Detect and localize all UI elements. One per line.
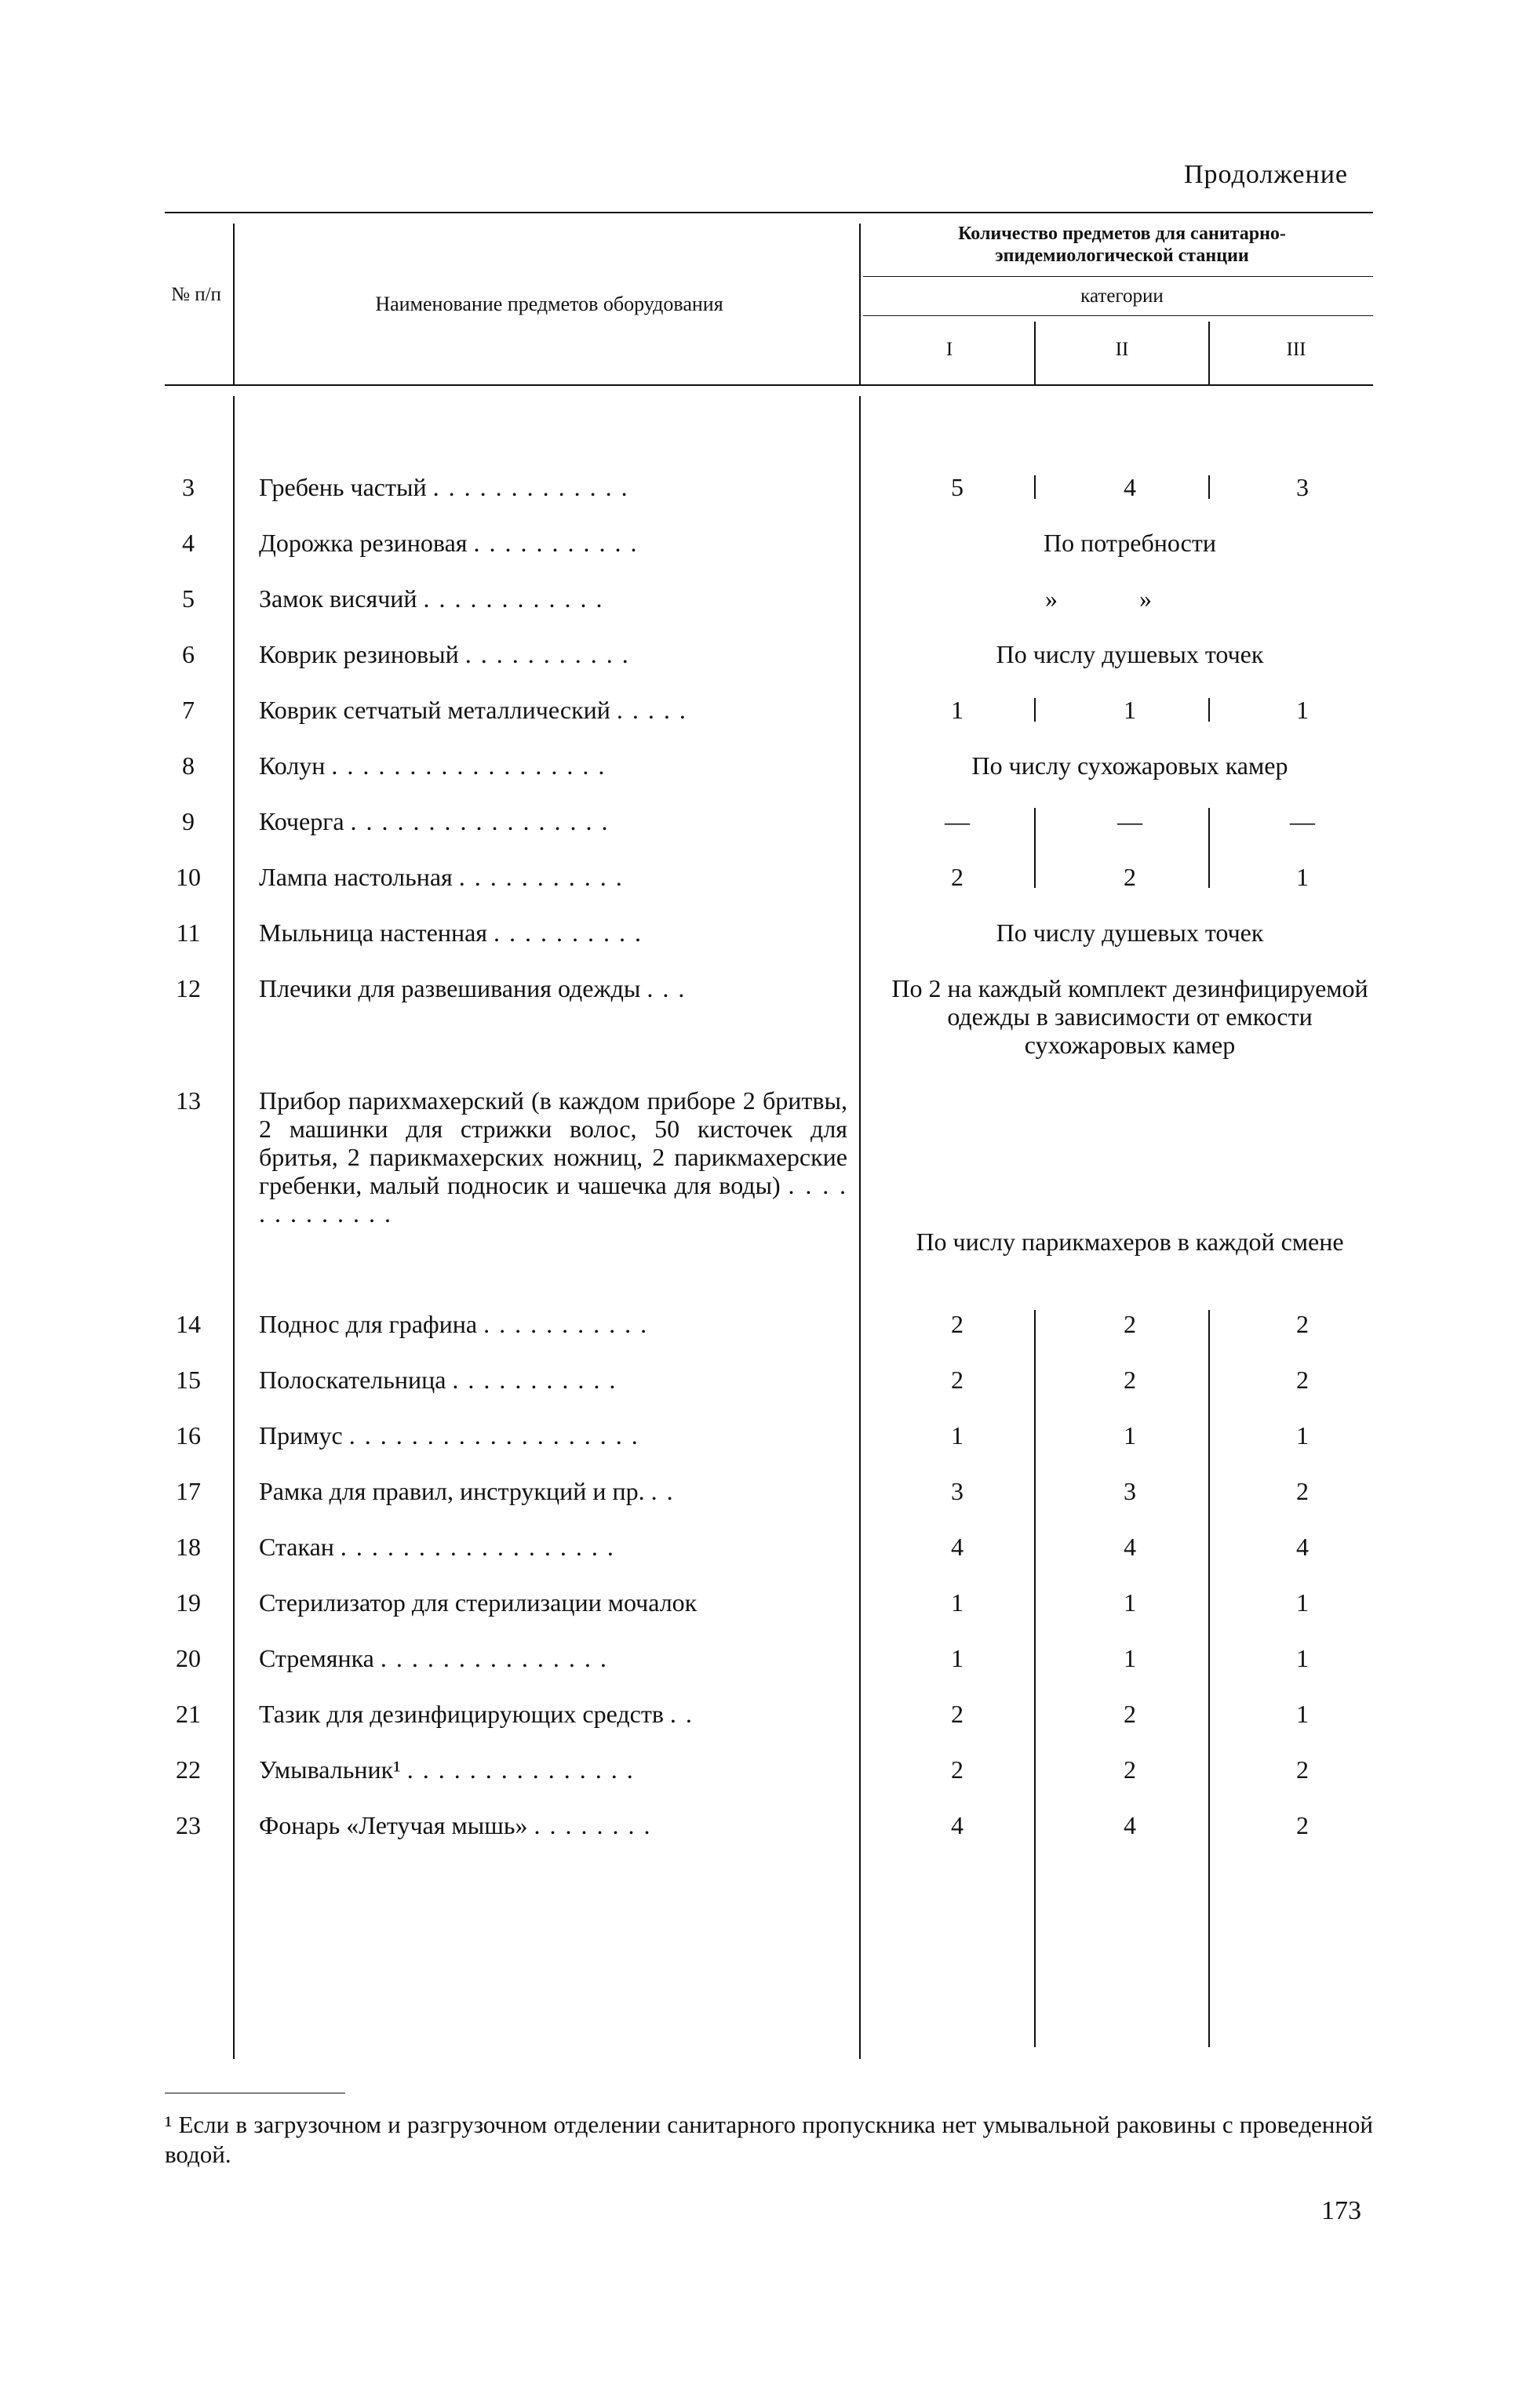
row-span-value: По числу душевых точек — [996, 640, 1264, 668]
row-cat-1: 2 — [951, 863, 964, 891]
row-cat-3: 2 — [1296, 1366, 1309, 1394]
row-num: 20 — [176, 1644, 201, 1672]
row-name: Стерилизатор для стерилизации мочалок — [259, 1588, 698, 1617]
row-cat-2: 4 — [1124, 1811, 1136, 1839]
row-cat-3: — — [1290, 807, 1315, 835]
row-cat-2: 4 — [1124, 1533, 1136, 1561]
row-cat-3: » — [1139, 584, 1152, 613]
header-bottom-border — [165, 384, 1373, 386]
row-num: 15 — [176, 1366, 201, 1394]
row-name: Гребень частый . . . . . . . . . . . . . — [259, 473, 629, 501]
row-cat-3: 4 — [1296, 1533, 1309, 1561]
row-cat-2: » — [1045, 584, 1058, 613]
row-cat-1: 1 — [951, 1421, 964, 1450]
row-cat-3: 1 — [1296, 1421, 1309, 1450]
row-num: 11 — [176, 918, 201, 947]
row-cat-2: 1 — [1124, 1644, 1136, 1672]
row-num: 18 — [176, 1533, 201, 1561]
cell-divider — [1034, 475, 1036, 499]
table-top-border — [165, 212, 1373, 213]
row-num: 8 — [182, 751, 195, 780]
row-cat-2: 4 — [1124, 473, 1136, 501]
row-cat-1: 1 — [951, 1644, 964, 1672]
row-cat-3: 1 — [1296, 1700, 1309, 1728]
row-cat-1: — — [945, 807, 970, 835]
row-cat-3: 2 — [1296, 1310, 1309, 1338]
row-cat-2: 1 — [1124, 1588, 1136, 1617]
row-name: Стакан . . . . . . . . . . . . . . . . . . — [259, 1533, 615, 1561]
row-name: Полоскательница . . . . . . . . . . . — [259, 1366, 617, 1394]
row-num: 23 — [176, 1811, 201, 1839]
row-cat-1: 4 — [951, 1811, 964, 1839]
row-name: Стремянка . . . . . . . . . . . . . . . — [259, 1644, 608, 1672]
body-vline-1 — [233, 396, 235, 2059]
row-cat-1: 3 — [951, 1477, 964, 1505]
row-cat-1: 2 — [951, 1366, 964, 1394]
row-num: 7 — [182, 696, 195, 724]
col-header-num: № п/п — [171, 284, 221, 305]
row-num: 16 — [176, 1421, 201, 1450]
row-num: 3 — [182, 473, 195, 501]
row-num: 12 — [176, 974, 201, 1002]
row-span-value: По 2 на каждый комплект дезинфицируемой одежды в зависимости от емкости сухожаровых камер — [891, 974, 1368, 1059]
header-qty-divider — [863, 276, 1373, 277]
row-num: 5 — [182, 584, 195, 613]
row-cat-3: 2 — [1296, 1811, 1309, 1839]
row-num: 19 — [176, 1588, 201, 1617]
col-header-cat-1: I — [945, 339, 953, 360]
row-name: Колун . . . . . . . . . . . . . . . . . . — [259, 751, 607, 780]
row-name: Замок висячий . . . . . . . . . . . . — [259, 584, 604, 613]
row-cat-1: 5 — [951, 473, 964, 501]
row-cat-2: 1 — [1124, 1421, 1136, 1450]
col-header-name: Наименование предметов оборудования — [375, 293, 723, 315]
row-cat-3: 1 — [1296, 1588, 1309, 1617]
row-cat-2: 2 — [1124, 1310, 1136, 1338]
col-header-cat-2: II — [1115, 339, 1129, 360]
row-cat-2: — — [1117, 807, 1142, 835]
header-vline-1 — [233, 224, 235, 384]
row-name: Тазик для дезинфицирующих средств . . — [259, 1700, 694, 1728]
row-name: Плечики для развешивания одежды . . . — [259, 974, 687, 1002]
row-cat-1: 2 — [951, 1755, 964, 1784]
row-cat-1: 1 — [951, 696, 964, 724]
row-name: Лампа настольная . . . . . . . . . . . — [259, 863, 624, 891]
row-cat-2: 2 — [1124, 1366, 1136, 1394]
row-cat-2: 2 — [1124, 1700, 1136, 1728]
header-vline-4 — [1208, 322, 1210, 384]
row-num: 17 — [176, 1477, 201, 1505]
col-header-quantity: Количество предметов для санитарно-эпидемиологической станции — [958, 224, 1286, 266]
row-cat-3: 1 — [1296, 696, 1309, 724]
row-name: Мыльница настенная . . . . . . . . . . — [259, 918, 643, 947]
row-cat-3: 2 — [1296, 1477, 1309, 1505]
row-cat-2: 1 — [1124, 696, 1136, 724]
header-categories-divider — [863, 315, 1373, 316]
row-name: Умывальник¹ . . . . . . . . . . . . . . . — [259, 1755, 635, 1784]
cell-divider — [1208, 475, 1210, 499]
row-name: Дорожка резиновая . . . . . . . . . . . — [259, 529, 639, 557]
row-num: 13 — [176, 1086, 201, 1115]
row-cat-1: 2 — [951, 1310, 964, 1338]
row-span-value: По числу душевых точек — [996, 918, 1264, 947]
row-num: 10 — [176, 863, 201, 891]
cell-divider — [1208, 698, 1210, 722]
row-name: Рамка для правил, инструкций и пр. . . — [259, 1477, 675, 1505]
row-name: Прибор парихмахерский (в каждом приборе 2 бритвы, 2 машинки для стрижки волос, 50 кисточек для бритья, 2 парикмахерских ножниц, 2 парикмахерские гребенки, малый подносик и чашечка для воды) . . . . . . . . . . . . . — [259, 1086, 848, 1228]
row-num: 9 — [182, 807, 195, 835]
row-span-value: По числу парикмахеров в каждой смене — [916, 1228, 1344, 1256]
row-name: Коврик сетчатый металлический . . . . . — [259, 696, 687, 724]
row-cat-2: 2 — [1124, 1755, 1136, 1784]
row-cat-3: 1 — [1296, 1644, 1309, 1672]
continuation-label: Продолжение — [1183, 160, 1348, 189]
row-cat-1: 4 — [951, 1533, 964, 1561]
row-cat-3: 2 — [1296, 1755, 1309, 1784]
cell-divider — [1034, 698, 1036, 722]
row-span-value: По потребности — [1044, 529, 1216, 557]
body-vline-cat-2 — [1208, 1310, 1210, 2047]
row-cat-3: 3 — [1296, 473, 1309, 501]
footnote: ¹ Если в загрузочном и разгрузочном отделении санитарного пропускника нет умывальной раковины с проведенной водой. — [165, 2111, 1373, 2168]
row-span-value: По числу сухожаровых камер — [971, 751, 1288, 780]
header-vline-3 — [1034, 322, 1036, 384]
row-num: 6 — [182, 640, 195, 668]
header-vline-2 — [859, 224, 861, 384]
col-header-categories: категории — [1080, 286, 1164, 307]
col-header-cat-3: III — [1286, 339, 1306, 360]
row-name: Коврик резиновый . . . . . . . . . . . — [259, 640, 630, 668]
row-num: 14 — [176, 1310, 201, 1338]
row-name: Фонарь «Летучая мышь» . . . . . . . . — [259, 1811, 652, 1839]
row-cat-1: 1 — [951, 1588, 964, 1617]
body-vline-cat-1 — [1034, 1310, 1036, 2047]
row-name: Примус . . . . . . . . . . . . . . . . . . . — [259, 1421, 639, 1450]
row-cat-1: 2 — [951, 1700, 964, 1728]
page-number: 173 — [1321, 2196, 1361, 2225]
body-vline-2 — [859, 396, 861, 2059]
row-num: 4 — [182, 529, 195, 557]
row-name: Поднос для графина . . . . . . . . . . . — [259, 1310, 649, 1338]
row-num: 22 — [176, 1755, 201, 1784]
row-cat-2: 2 — [1124, 863, 1136, 891]
row-cat-3: 1 — [1296, 863, 1309, 891]
row-num: 21 — [176, 1700, 201, 1728]
row-cat-2: 3 — [1124, 1477, 1136, 1505]
row-name: Кочерга . . . . . . . . . . . . . . . . . — [259, 807, 610, 835]
